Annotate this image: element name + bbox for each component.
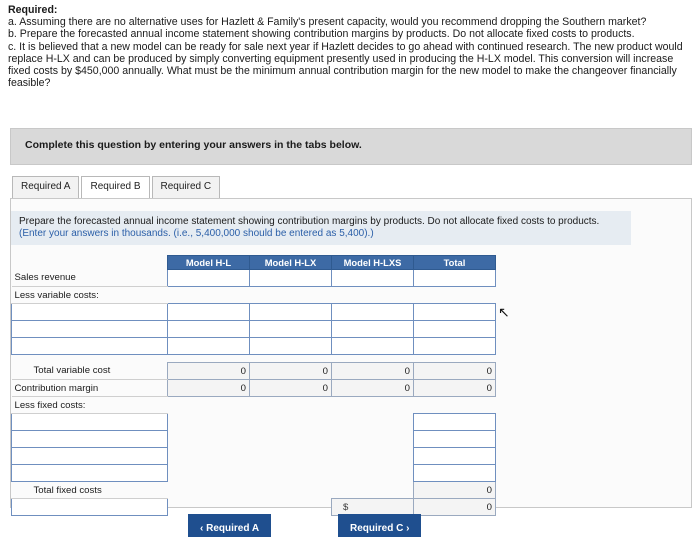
table-row xyxy=(12,448,496,465)
input-fixed-3-total[interactable] xyxy=(414,448,496,465)
instructions-main: Prepare the forecasted annual income statement showing contribution margins by products. Do not allocate fixed costs to products. xyxy=(19,216,600,227)
input-fixed-label-2[interactable] xyxy=(12,431,168,448)
input-variable-label-2[interactable] xyxy=(12,321,168,338)
row-label-total-variable: Total variable cost xyxy=(12,363,168,380)
input-variable-1-total[interactable] xyxy=(414,304,496,321)
table-row xyxy=(12,270,496,287)
table-row xyxy=(12,338,496,355)
tab-bar xyxy=(12,176,222,198)
input-variable-3-hl[interactable] xyxy=(168,338,250,355)
tab-required-b[interactable]: Required B xyxy=(81,176,149,198)
table-row xyxy=(12,431,496,448)
table-row xyxy=(12,363,496,380)
input-variable-label-3[interactable] xyxy=(12,338,168,355)
requirements-title: Required: xyxy=(8,4,58,16)
requirement-c: c. It is believed that a new model can be ready for sale next year if Hazlett decides to go ahead with continued research. The new product would replace H-LX and can be produced by simply converting equipment presently used in producing the H-LX model. This conversion will increase fixed costs by $450,000 annually. What must be the minimum annual contribution margin for the new model to make the changeover financially feasible? xyxy=(8,40,683,90)
table-row xyxy=(12,355,496,363)
input-variable-2-hlx[interactable] xyxy=(250,321,332,338)
input-fixed-1-total[interactable] xyxy=(414,414,496,431)
input-fixed-label-3[interactable] xyxy=(12,448,168,465)
input-sales-hlxs[interactable] xyxy=(332,270,414,287)
input-fixed-4-total[interactable] xyxy=(414,465,496,482)
table-row xyxy=(12,380,496,397)
next-required-c-button[interactable]: Required C › xyxy=(338,514,421,537)
input-variable-3-hlx[interactable] xyxy=(250,338,332,355)
header-model-hlxs: Model H-LXS xyxy=(332,256,414,270)
table-row xyxy=(12,499,496,516)
contribution-margin-total: 0 xyxy=(414,380,496,397)
instruction-banner xyxy=(10,128,692,165)
panel-instructions xyxy=(11,211,631,245)
mouse-cursor-icon: ↖ xyxy=(498,304,510,320)
table-row xyxy=(12,321,496,338)
tab-required-c[interactable]: Required C xyxy=(152,176,221,198)
table-row xyxy=(12,482,496,499)
income-statement-table xyxy=(11,255,496,516)
table-row xyxy=(12,465,496,482)
input-variable-3-total[interactable] xyxy=(414,338,496,355)
currency-symbol: $ xyxy=(343,501,349,513)
net-currency-cell xyxy=(332,499,414,516)
banner-text: Complete this question by entering your answers in the tabs below. xyxy=(25,139,362,151)
input-variable-label-1[interactable] xyxy=(12,304,168,321)
net-total: 0 xyxy=(414,499,496,516)
input-fixed-label-1[interactable] xyxy=(12,414,168,431)
input-fixed-2-total[interactable] xyxy=(414,431,496,448)
header-model-hl: Model H-L xyxy=(168,256,250,270)
table-row xyxy=(12,304,496,321)
row-label-total-fixed: Total fixed costs xyxy=(12,482,168,499)
input-variable-2-hlxs[interactable] xyxy=(332,321,414,338)
input-sales-hl[interactable] xyxy=(168,270,250,287)
input-variable-3-hlxs[interactable] xyxy=(332,338,414,355)
input-variable-2-total[interactable] xyxy=(414,321,496,338)
row-label-contribution-margin: Contribution margin xyxy=(12,380,168,397)
instructions-hint: (Enter your answers in thousands. (i.e., 5,400,000 should be entered as 5,400).) xyxy=(19,228,374,239)
contribution-margin-hlxs: 0 xyxy=(332,380,414,397)
header-model-hlx: Model H-LX xyxy=(250,256,332,270)
total-fixed-total: 0 xyxy=(414,482,496,499)
input-variable-1-hlx[interactable] xyxy=(250,304,332,321)
table-row xyxy=(12,397,496,414)
input-variable-2-hl[interactable] xyxy=(168,321,250,338)
input-sales-total[interactable] xyxy=(414,270,496,287)
previous-required-a-button[interactable]: ‹ Required A xyxy=(188,514,271,537)
total-variable-hlxs: 0 xyxy=(332,363,414,380)
requirement-a: a. Assuming there are no alternative uses for Hazlett & Family's present capacity, would you recommend dropping the Southern market? xyxy=(8,16,647,29)
header-blank xyxy=(12,256,168,270)
total-variable-total: 0 xyxy=(414,363,496,380)
row-label-sales-revenue: Sales revenue xyxy=(12,270,168,287)
input-net-label[interactable] xyxy=(12,499,168,516)
requirement-b: b. Prepare the forecasted annual income statement showing contribution margins by products. Do not allocate fixed costs to products. xyxy=(8,28,635,41)
total-variable-hl: 0 xyxy=(168,363,250,380)
tab-required-a[interactable]: Required A xyxy=(12,176,79,198)
row-label-less-fixed: Less fixed costs: xyxy=(12,397,168,414)
input-sales-hlx[interactable] xyxy=(250,270,332,287)
contribution-margin-hl: 0 xyxy=(168,380,250,397)
contribution-margin-hlx: 0 xyxy=(250,380,332,397)
input-variable-1-hlxs[interactable] xyxy=(332,304,414,321)
header-total: Total xyxy=(414,256,496,270)
input-variable-1-hl[interactable] xyxy=(168,304,250,321)
requirements-text xyxy=(8,4,698,89)
input-fixed-label-4[interactable] xyxy=(12,465,168,482)
row-label-less-variable: Less variable costs: xyxy=(12,287,168,304)
table-row xyxy=(12,287,496,304)
tab-panel xyxy=(10,198,692,513)
total-variable-hlx: 0 xyxy=(250,363,332,380)
table-row xyxy=(12,414,496,431)
